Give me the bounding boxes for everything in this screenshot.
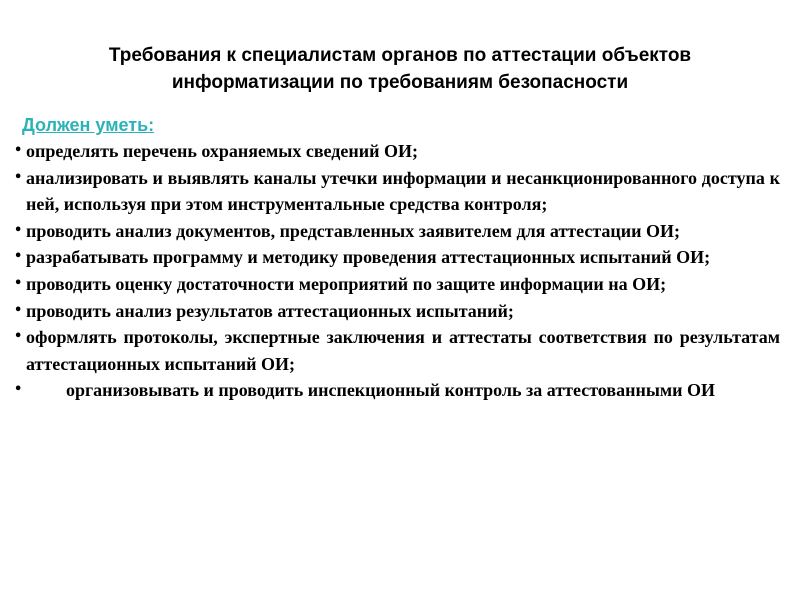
list-item-text: проводить оценку достаточности мероприятий по защите информации на ОИ;	[26, 273, 667, 294]
list-item	[14, 298, 780, 325]
list-item-text: определять перечень охраняемых сведений ОИ;	[26, 141, 419, 161]
bullet-icon: •	[14, 382, 23, 398]
list-item	[14, 324, 780, 377]
bullet-icon: •	[14, 143, 23, 158]
list-item-text: оформлять протоколы, экспертные заключения и аттестаты соответствия по результатам аттестационных испытаний ОИ;	[26, 327, 780, 374]
section-subtitle: Должен уметь:	[22, 115, 155, 135]
list-item	[14, 244, 780, 271]
bullet-icon: •	[14, 302, 23, 318]
list-item	[14, 271, 780, 298]
list-item	[14, 165, 780, 218]
bullet-icon: •	[14, 249, 23, 265]
list-item	[14, 377, 780, 404]
bullet-icon: •	[14, 275, 23, 291]
list-item	[14, 218, 780, 245]
list-item-text: организовывать и проводить инспекционный контроль за аттестованными ОИ	[66, 380, 716, 401]
list-item	[14, 138, 780, 165]
list-item-text: анализировать и выявлять каналы утечки информации и несанкционированного доступа к ней, используя при этом инструментальные средства контроля;	[26, 167, 780, 215]
list-item-text: проводить анализ результатов аттестационных испытаний;	[26, 300, 514, 321]
requirements-list	[14, 138, 780, 404]
list-item-text: проводить анализ документов, представленных заявителем для аттестации ОИ;	[26, 220, 680, 241]
bullet-icon: •	[14, 329, 23, 345]
bullet-icon: •	[14, 169, 23, 185]
bullet-icon: •	[14, 222, 23, 238]
slide-title: Требования к специалистам органов по аттестации объектов информатизации по требованиям безопасности	[108, 45, 692, 93]
list-item-text: разрабатывать программу и методику проведения аттестационных испытаний ОИ;	[26, 247, 711, 268]
